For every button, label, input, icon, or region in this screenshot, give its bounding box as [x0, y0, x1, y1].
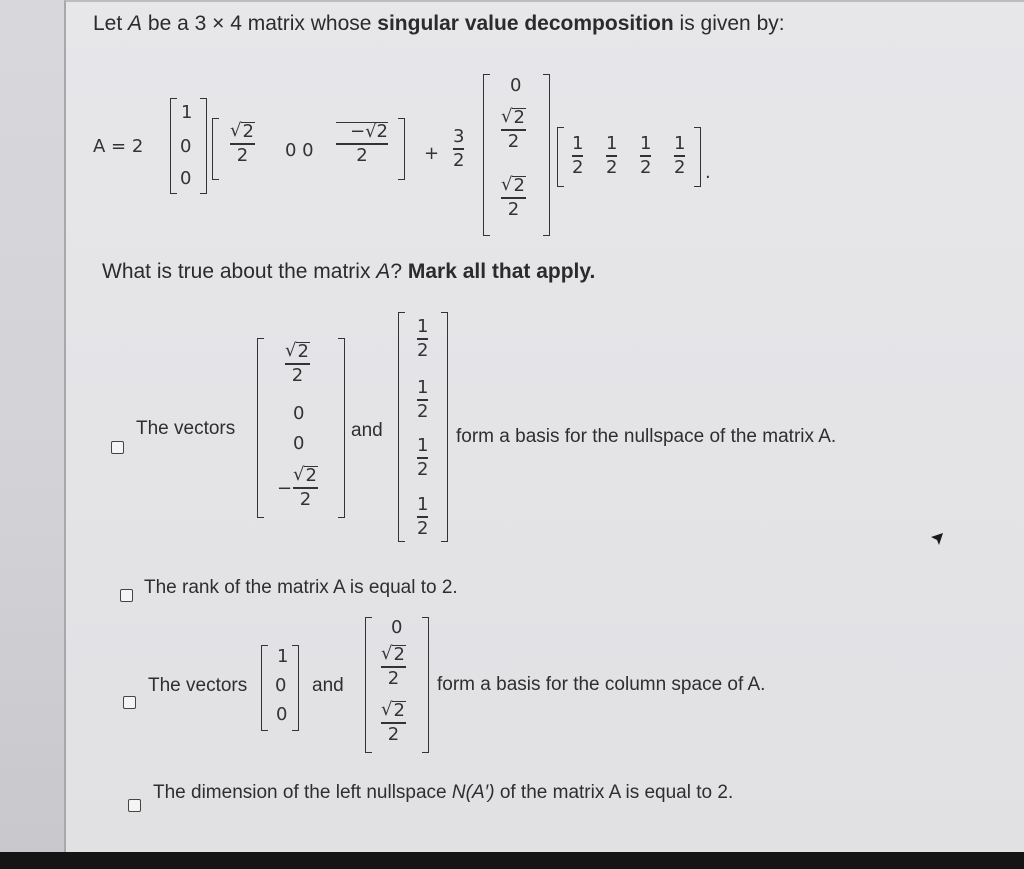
vec-entry: 1 — [277, 646, 289, 667]
prompt-text: What is true about the matrix — [102, 260, 371, 283]
vec-frac-root2: √ 2 2 — [293, 464, 317, 510]
v2-half — [674, 135, 685, 177]
option-suffix: form a basis for the nullspace of the matrix A. — [456, 426, 837, 447]
intro-svd-bold: singular value decomposition — [377, 12, 674, 35]
v2-half — [640, 135, 651, 177]
frac-numerator: 1 — [417, 377, 429, 398]
frac-denominator: 2 — [387, 723, 400, 745]
v2-left-bracket — [557, 127, 564, 187]
frac-denominator: 2 — [507, 198, 520, 220]
frac-denominator: 2 — [236, 144, 249, 166]
frac-numerator: 3 — [453, 126, 465, 147]
frac-denominator: 2 — [572, 156, 584, 178]
frac-denominator: 2 — [640, 156, 652, 178]
frac-numerator: 1 — [417, 316, 429, 337]
u1-entry: 1 — [181, 102, 193, 123]
v2-half — [606, 135, 617, 177]
option-text-prefix: The dimension of the left nullspace — [153, 782, 447, 803]
u1-left-bracket — [170, 98, 177, 194]
screen-bezel — [0, 852, 1024, 869]
vec-entry: 0 — [275, 675, 287, 696]
intro-middle: be a 3 × 4 matrix whose — [147, 12, 372, 35]
frac-denominator: 2 — [606, 156, 618, 178]
frac-numerator: 1 — [640, 133, 652, 154]
vec-right-bracket — [338, 338, 345, 518]
u2-frac-root2: √ 2 2 — [501, 174, 525, 220]
vec-left-bracket — [261, 645, 268, 731]
v1-left-bracket — [212, 118, 219, 180]
frac-numerator: 1 — [417, 435, 429, 456]
prompt-matrix-a: A — [376, 260, 391, 283]
frac-numerator: 1 — [674, 133, 686, 154]
frac-denominator: 2 — [507, 130, 520, 152]
v1-right-bracket — [398, 118, 405, 180]
vec-half — [417, 318, 428, 360]
u2-right-bracket — [543, 74, 550, 236]
v1-frac-neg-root2 — [336, 122, 388, 165]
frac-numerator: 1 — [606, 133, 618, 154]
vec-frac-root2: √ 2 2 — [381, 699, 405, 745]
option-checkbox[interactable] — [120, 589, 133, 602]
vec-entry: 0 — [276, 704, 288, 725]
option-and: and — [312, 675, 344, 696]
option-checkbox[interactable] — [123, 696, 136, 709]
svd-lhs: A = 2 — [93, 136, 144, 157]
v1-zeros: 0 0 — [285, 140, 314, 161]
vec-half — [417, 379, 428, 421]
frac-denominator: 2 — [299, 488, 312, 510]
frac-denominator: 2 — [417, 458, 429, 480]
v2-half — [572, 135, 583, 177]
frac-numerator: −√2 — [336, 122, 388, 141]
vec-left-bracket — [365, 617, 372, 753]
vec-left-bracket — [398, 312, 405, 542]
intro-let: Let — [93, 12, 123, 35]
option-and: and — [351, 420, 383, 441]
option-checkbox[interactable] — [111, 441, 124, 454]
prompt-mark-all: Mark all that apply. — [407, 260, 596, 283]
option-checkbox[interactable] — [128, 799, 141, 812]
frac-denominator: 2 — [417, 400, 429, 422]
vec-entry-zero: 0 — [391, 617, 403, 638]
v1-frac-root2: √ 2 2 — [230, 120, 254, 166]
u1-right-bracket — [200, 98, 207, 194]
intro-matrix-a: A — [128, 12, 143, 35]
u2-entry-zero: 0 — [510, 75, 522, 96]
frac-numerator: 1 — [572, 133, 584, 154]
vec-frac-root2: √ 2 2 — [381, 643, 405, 689]
u1-entry: 0 — [180, 136, 192, 157]
u2-frac-root2: √ 2 2 — [501, 106, 525, 152]
option-prefix: The vectors — [148, 675, 248, 696]
svd-plus: + — [424, 143, 440, 164]
option-text: The rank of the matrix A is equal to 2. — [144, 577, 458, 598]
frac-denominator: 2 — [453, 149, 465, 171]
vec-right-bracket — [441, 312, 448, 542]
frac-denominator: 2 — [387, 667, 400, 689]
frac-denominator: 2 — [356, 144, 368, 166]
sigma2-frac — [453, 128, 464, 170]
option-text — [153, 783, 733, 802]
vec-right-bracket — [292, 645, 299, 731]
vec-entry-zero: 0 — [293, 403, 305, 424]
option-prefix: The vectors — [136, 418, 236, 439]
v2-right-bracket — [694, 127, 701, 187]
frac-numerator: 1 — [417, 494, 429, 515]
vec-frac-root2: √ 2 2 — [285, 340, 309, 386]
option-text-left-nullspace-symbol: N(A′) — [451, 782, 495, 803]
vec-half — [417, 496, 428, 538]
intro-suffix: is given by: — [679, 12, 785, 35]
vec-right-bracket — [422, 617, 429, 753]
vec-left-bracket — [257, 338, 264, 518]
u2-left-bracket — [483, 74, 490, 236]
frac-denominator: 2 — [417, 339, 429, 361]
svd-period: . — [705, 162, 711, 183]
prompt-question-mark: ? — [390, 260, 402, 283]
u1-entry: 0 — [180, 168, 192, 189]
question-prompt — [102, 261, 595, 282]
vec-entry-zero: 0 — [293, 433, 305, 454]
vec-half — [417, 437, 428, 479]
option-suffix: form a basis for the column space of A. — [437, 674, 766, 695]
frac-denominator: 2 — [674, 156, 686, 178]
option-text-suffix: of the matrix A is equal to 2. — [499, 782, 734, 803]
mouse-cursor-icon — [929, 531, 945, 547]
vec-minus: − — [277, 478, 293, 499]
question-intro — [93, 13, 785, 34]
frac-denominator: 2 — [291, 364, 304, 386]
frac-denominator: 2 — [417, 517, 429, 539]
